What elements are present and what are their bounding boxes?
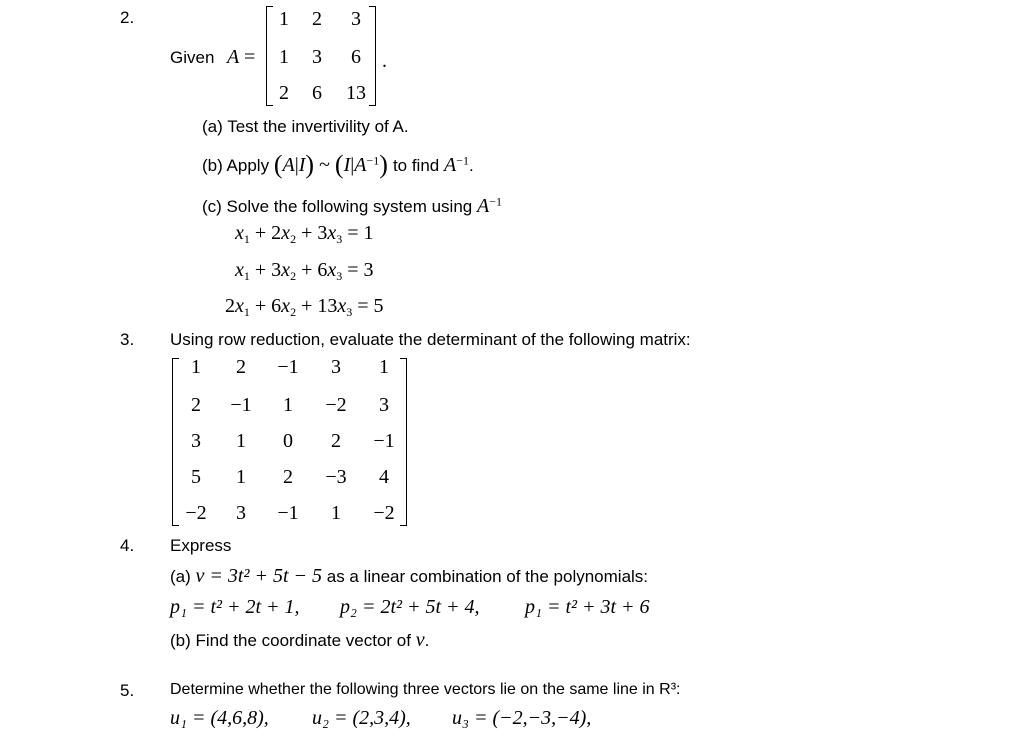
- bar-icon: |: [294, 154, 299, 176]
- matrix-5x5-cell: −2: [185, 502, 207, 524]
- matrix-5x5-cell: 1: [236, 466, 246, 488]
- matrix-5x5-cell: −1: [230, 394, 252, 416]
- part-b-target: A: [443, 154, 457, 176]
- paren-open-icon: (: [334, 150, 344, 179]
- part-c: [202, 195, 502, 218]
- part-b-lhs-i: I: [298, 154, 306, 176]
- problem-2-number: 2.: [120, 8, 135, 27]
- matrix-a-cell: 6: [351, 46, 361, 68]
- matrix-5x5-cell: −2: [373, 502, 395, 524]
- matrix-5x5-cell: 3: [191, 430, 201, 452]
- polynomial-p2: p₂ = 2t² + 5t + 4,: [340, 596, 480, 618]
- paren-close-icon: ): [379, 150, 388, 179]
- matrix-5x5-cell: 1: [331, 502, 341, 524]
- paren-close-icon: ): [305, 150, 315, 179]
- part-b-end: .: [424, 631, 430, 650]
- matrix-5x5-cell: 5: [191, 466, 201, 488]
- part-a-suffix: as a linear combination of the polynomials:: [326, 567, 649, 586]
- matrix-5x5-cell: 1: [283, 394, 293, 416]
- matrix-5x5-cell: −1: [277, 502, 299, 524]
- matrix-5x5-cell: −2: [325, 394, 347, 416]
- part-b-rhs-a: A: [354, 154, 367, 176]
- matrix-a-cell: 3: [312, 46, 322, 68]
- matrix-a-period: .: [382, 50, 387, 72]
- part-c-a: A: [476, 195, 490, 217]
- matrix-5x5-cell: 0: [283, 430, 293, 452]
- problem-4-part-b: [170, 629, 429, 652]
- vector-u1: u₁ = (4,6,8),: [170, 707, 269, 729]
- matrix-5x5-cell: 1: [191, 356, 201, 378]
- part-b-prefix: (b) Find the coordinate vector of: [170, 631, 411, 650]
- matrix-a-cell: 2: [312, 8, 322, 30]
- part-b-mid: to find: [392, 156, 440, 175]
- matrix-5x5-cell: 2: [236, 356, 246, 378]
- bar-icon: |: [350, 154, 355, 176]
- matrix-5x5-cell: 3: [379, 394, 389, 416]
- matrix-5x5-cell: 2: [331, 430, 341, 452]
- matrix-5x5-cell: −1: [277, 356, 299, 378]
- matrix-a-cell: 1: [279, 46, 289, 68]
- tilde-icon: ~: [319, 154, 330, 176]
- part-b-rhs-i: I: [343, 154, 351, 176]
- matrix-a-cell: 6: [312, 82, 322, 104]
- matrix-5x5-cell: 1: [379, 356, 389, 378]
- matrix-equals: =: [244, 46, 256, 68]
- polynomial-p3: p₁ = t² + 3t + 6: [525, 596, 650, 618]
- problem-4-part-a: [170, 565, 648, 588]
- problem-3-number: 3.: [120, 330, 135, 349]
- part-a: (a) Test the invertivility of A.: [202, 117, 409, 136]
- vector-u3: u₃ = (−2,−3,−4),: [452, 707, 592, 729]
- part-b-end: .: [468, 156, 474, 175]
- matrix-5x5-cell: 3: [331, 356, 341, 378]
- polynomial-p1: p₁ = t² + 2t + 1,: [170, 596, 300, 618]
- part-a-prefix: (a): [170, 567, 191, 586]
- matrix-a-cell: 13: [346, 82, 366, 104]
- matrix-5x5-cell: −1: [373, 430, 395, 452]
- matrix-5x5-cell: 4: [379, 466, 389, 488]
- equation-row: $x_1 + 2x_2 + 3x_3 = 1$: [235, 222, 374, 247]
- matrix-5x5-cell: 3: [236, 502, 246, 524]
- part-b-rhs-exp: −1: [366, 153, 380, 168]
- part-c-exp: −1: [489, 194, 502, 209]
- matrix-5x5-cell: 2: [283, 466, 293, 488]
- matrix-a-cell: 3: [351, 8, 361, 30]
- paren-open-icon: (: [273, 150, 283, 179]
- equation-row: $2x_1 + 6x_2 + 13x_3 = 5$: [225, 295, 384, 320]
- problem-4-number: 4.: [120, 536, 135, 555]
- problem-5-text: Determine whether the following three vectors lie on the same line in R³:: [170, 681, 681, 698]
- matrix-5x5-cell: −3: [325, 466, 347, 488]
- part-b-target-exp: −1: [456, 153, 469, 168]
- part-b-var: v: [415, 629, 425, 651]
- matrix-name: A: [227, 46, 240, 68]
- matrix-5x5-cell: 2: [191, 394, 201, 416]
- matrix-a-cell: 2: [279, 82, 289, 104]
- problem-4-heading: Express: [170, 536, 232, 555]
- equation-row: $x_1 + 3x_2 + 6x_3 = 3$: [235, 259, 374, 284]
- problem-3-text: Using row reduction, evaluate the determinant of the following matrix:: [170, 330, 691, 349]
- part-b-prefix: (b) Apply: [202, 156, 270, 175]
- part-c-text: (c) Solve the following system using: [202, 197, 473, 216]
- problem-5-number: 5.: [120, 681, 135, 700]
- matrix-5x5-cell: 1: [236, 430, 246, 452]
- part-b-lhs-a: A: [282, 154, 295, 176]
- vector-u2: u₂ = (2,3,4),: [312, 707, 411, 729]
- part-b: [202, 152, 474, 178]
- matrix-a-cell: 1: [279, 8, 289, 30]
- given-label: Given: [170, 48, 215, 67]
- v-expression: v = 3t² + 5t − 5: [195, 565, 322, 587]
